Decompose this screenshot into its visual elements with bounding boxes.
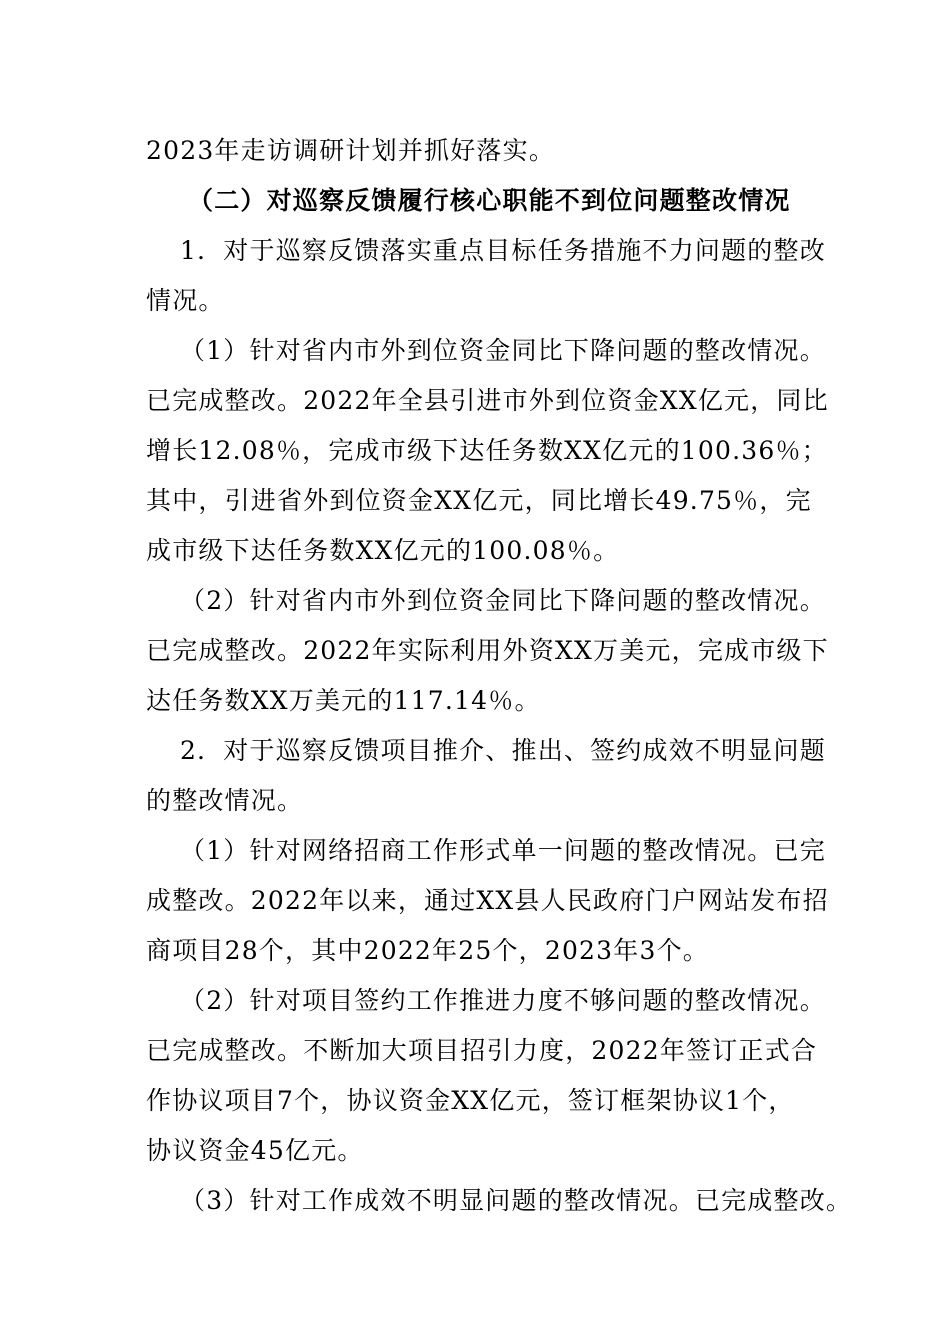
body-text-line: 已完成整改。2022年全县引进市外到位资金XX亿元，同比 [146, 386, 829, 415]
body-text-line: 增长12.08％，完成市级下达任务数XX亿元的100.36％； [146, 436, 828, 465]
body-text-line: 商项目28个，其中2022年25个，2023年3个。 [146, 936, 709, 965]
item-heading: （2）针对省内市外到位资金同比下降问题的整改情况。 [180, 586, 826, 615]
item-heading: （1）针对网络招商工作形式单一问题的整改情况。已完 [180, 836, 826, 865]
body-text-line: 协议资金45亿元。 [146, 1136, 364, 1165]
body-text-line: 成整改。2022年以来，通过XX县人民政府门户网站发布招 [146, 886, 829, 915]
body-text-line: 作协议项目7个，协议资金XX亿元，签订框架协议1个， [146, 1086, 795, 1115]
body-text-line: 情况。 [146, 286, 225, 315]
item-heading: （1）针对省内市外到位资金同比下降问题的整改情况。 [180, 336, 826, 365]
body-text-line: 已完成整改。不断加大项目招引力度，2022年签订正式合 [146, 1036, 818, 1065]
body-text-line: 其中，引进省外到位资金XX亿元，同比增长49.75％，完 [146, 486, 812, 515]
item-heading: （2）针对项目签约工作推进力度不够问题的整改情况。 [180, 986, 826, 1015]
body-text-line: 的整改情况。 [146, 786, 304, 815]
subsection-item: 2．对于巡察反馈项目推介、推出、签约成效不明显问题 [180, 736, 826, 765]
body-text-line: 2023年走访调研计划并抓好落实。 [146, 136, 556, 165]
item-heading: （3）针对工作成效不明显问题的整改情况。已完成整改。 [180, 1186, 853, 1215]
section-heading: （二）对巡察反馈履行核心职能不到位问题整改情况 [188, 186, 791, 215]
subsection-item: 1．对于巡察反馈落实重点目标任务措施不力问题的整改 [180, 236, 826, 265]
body-text-line: 成市级下达任务数XX亿元的100.08％。 [146, 536, 620, 565]
body-text-line: 已完成整改。2022年实际利用外资XX万美元，完成市级下 [146, 636, 829, 665]
body-text-line: 达任务数XX万美元的117.14％。 [146, 686, 541, 715]
